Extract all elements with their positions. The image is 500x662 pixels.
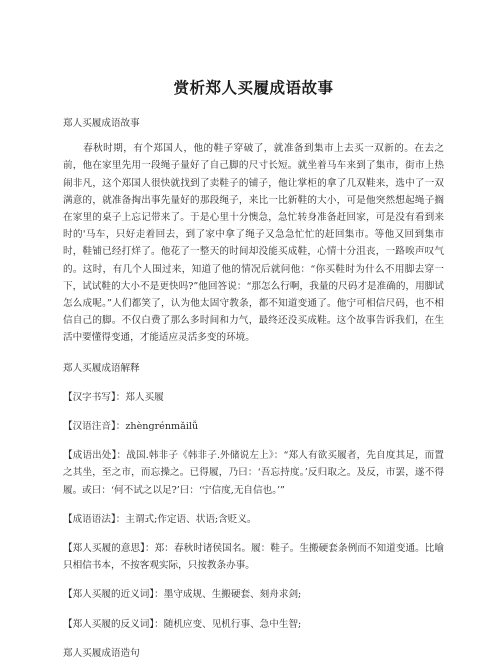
entry-antonyms: 【郑人买履的反义词】：随机应变、见机行事、急中生智; [63,618,302,630]
section-heading-sentences: 郑人买履成语造句 [63,647,140,659]
entry-synonyms: 【郑人买履的近义词】：墨守成规、生搬硬套、刻舟求剑; [63,589,302,601]
entry-source: 【成语出处】：战国.韩非子《韩非子.外储说左上》：“郑人有欲买履者，先自度其足，而置之其坐，至之市，而忘操之。已得履，乃曰：‘吾忘持度。’反归取之。及反，市罢，遂不得履。或曰：‘何不试之以足?’曰：‘宁信度,无自信也。’” [63,450,444,496]
document-title: 赏析郑人买履成语故事 [173,79,334,97]
section-heading-explanation: 郑人买履成语解释 [63,362,140,374]
entry-grammar: 【成语语法】：主谓式;作定语、状语;含贬义。 [63,513,257,525]
story-paragraph: 春秋时期，有个郑国人，他的鞋子穿破了，就准备到集市上去买一双新的。在去之前，他在家里先用一段绳子量好了自己脚的尺寸长短。就坐着马车来到了集市，街市上热闹非凡，这个郑国人很快就找到了卖鞋子的铺子，他让掌柜的拿了几双鞋来，选中了一双满意的，就准备掏出事先量好的那段绳子，来比一比新鞋的大小，可是他突然想起绳子搁在家里的桌子上忘记带来了。于是心里十分懊急，急忙转身准备赶回家，可是没有看到来时的'马车，只好走着回去，到了家中拿了绳子又急急忙忙的赶回集市。等他又回到集市时，鞋铺已经打烊了。他花了一整天的时间却没能买成鞋，心情十分沮丧，一路唉声叹气的。这时，有几个人围过来，知道了他的情况后就问他：“你买鞋时为什么不用脚去穿一下，试试鞋的大小不是更快吗?”他回答说：“那怎么行啊，我量的尺码才是准确的，用脚试怎么成呢。”人们都笑了，认为他太固守教条，都不知道变通了。他宁可相信尺码，也不相信自己的脚。不仅白费了那么多时间和力气，最终还没买成鞋。这个故事告诉我们，在生活中要懂得变通，才能适应灵活多变的环境。 [63,143,444,344]
entry-pinyin: 【汉语注音】：zhèngrénmǎilǚ [63,421,199,433]
entry-hanzi-writing: 【汉字书写】：郑人买履 [63,391,164,403]
entry-meaning: 【郑人买履的意思】：郑：春秋时诸侯国名。履：鞋子。生搬硬套条例而不知道变通。比喻只相信书本，不按客观实际，只按教条办事。 [63,543,444,572]
section-heading-story: 郑人买履成语故事 [63,118,140,129]
